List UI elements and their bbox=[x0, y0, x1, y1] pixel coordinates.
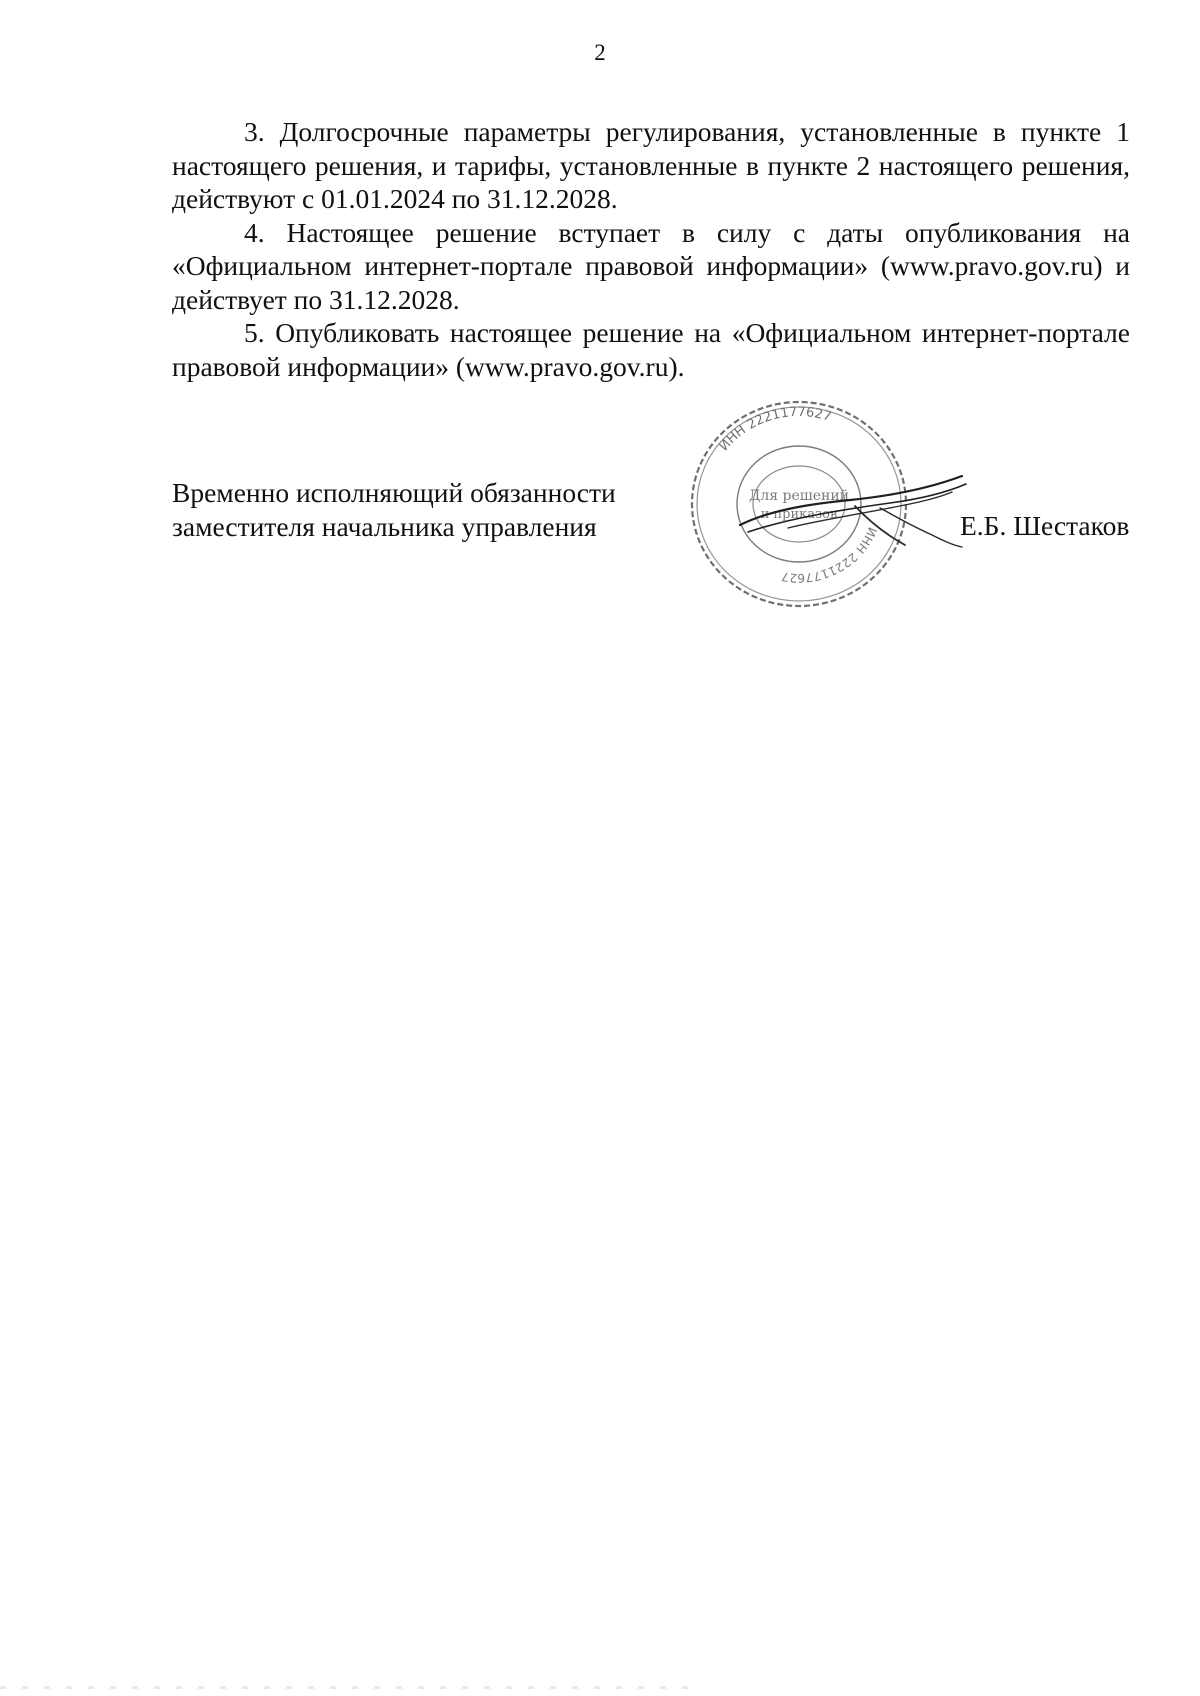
signature-icon bbox=[730, 470, 970, 560]
handwritten-signature bbox=[730, 470, 970, 560]
seal-outer-text: ИНН 2221177627 bbox=[716, 404, 834, 455]
signatory-name: Е.Б. Шестаков bbox=[960, 510, 1130, 541]
position-line-1: Временно исполняющий обязанности bbox=[172, 477, 616, 508]
seal-inner-text: ИНН 2221177627 bbox=[780, 525, 880, 586]
page-number: 2 bbox=[594, 40, 606, 65]
seal-center-line-1: Для решений bbox=[748, 488, 850, 504]
paragraph-3: 3. Долгосрочные параметры регулирования, установленные в пункте 1 настоящего решения, и тарифы, установленные в пункте 2 настоящего решения, действуют с 01.01.2024 по 31.12.2028. bbox=[172, 116, 1130, 214]
paragraph-4: 4. Настоящее решение вступает в силу с даты опубликования на «Официальном интернет-портале правовой информации» (www.pravo.gov.ru) и действует по 31.12.2028. bbox=[172, 216, 1130, 315]
scan-artifact-line bbox=[0, 1686, 700, 1689]
paragraph-5: 5. Опубликовать настоящее решение на «Официальном интернет-портале правовой информации» (www.pravo.gov.ru). bbox=[172, 317, 1130, 382]
position-line-2: заместителя начальника управления bbox=[172, 510, 597, 542]
signatory-position bbox=[172, 476, 616, 543]
document-body bbox=[172, 115, 1130, 383]
seal-center-line-2: и приказов bbox=[760, 507, 838, 522]
